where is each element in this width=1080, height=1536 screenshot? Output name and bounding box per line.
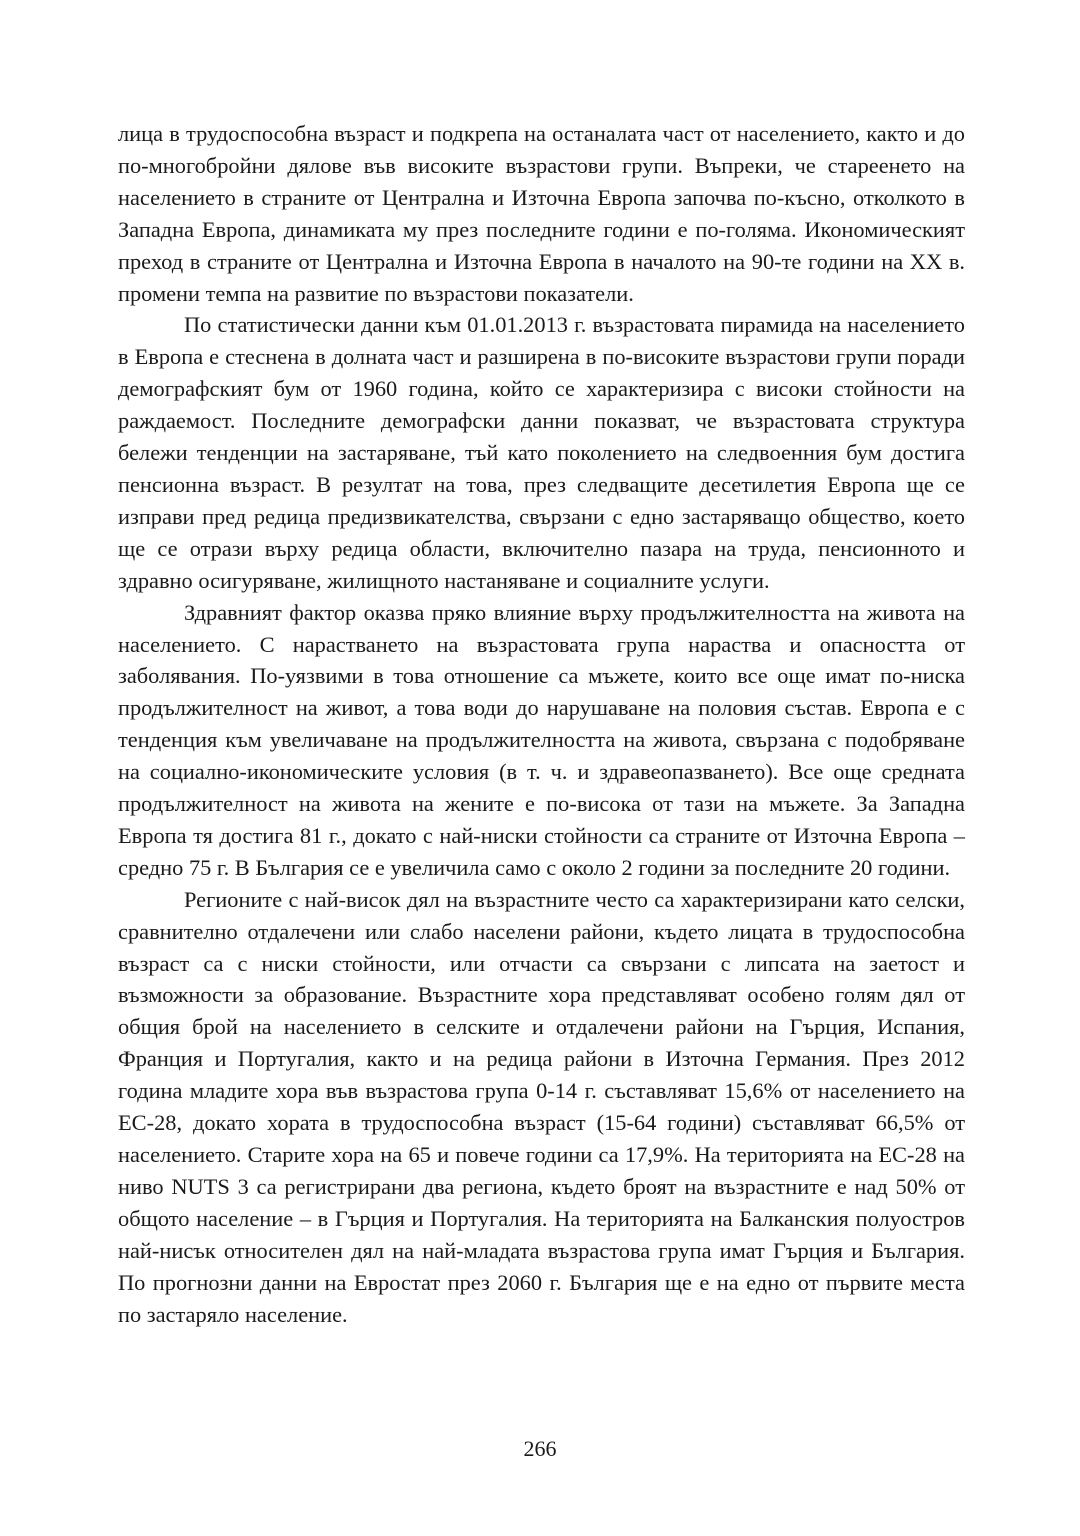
paragraph-2: По статистически данни към 01.01.2013 г. възрастовата пирамида на населението в Европа е стеснена в долната част и разширена в по-високите възрастови групи поради демографският бум от 1960 година, който се характеризира с високи стойности на раждаемост. Последните демографски данни показват, че възрастовата структура бележи тенденции на застаряване, тъй като поколението на следвоенния бум достига пенсионна възраст. В резултат на това, през следващите десетилетия Европа ще се изправи пред редица предизвикателства, свързани с едно застаряващо общество, което ще се отрази върху редица области, включително пазара на труда, пенсионното и здравно осигуряване, жилищното настаняване и социалните услуги. [118,312,965,593]
paragraph-3: Здравният фактор оказва пряко влияние върху продължителността на живота на населението. С нарастването на възрастовата група нараства и опасността от заболявания. По-уязвими в това отношение са мъжете, които все още имат по-ниска продължителност на живот, а това води до нарушаване на половия състав. Европа е с тенденция към увеличаване на продължителността на живота, свързана с подобряване на социално-икономическите условия (в т. ч. и здравеопазването). Все още средната продължителност на живота на жените е по-висока от тази на мъжете. За Западна Европа тя достига 81 г., докато с най-ниски стойности са страните от Източна Европа – средно 75 г. В България се е увеличила само с около 2 години за последните 20 години. [118,599,965,880]
paragraph-4: Регионите с най-висок дял на възрастните често са характеризирани като селски, сравнително отдалечени или слабо населени райони, където лицата в трудоспособна възраст са с ниски стойности, или отчасти са свързани с липсата на заетост и възможности за образование. Възрастните хора представляват особено голям дял от общия брой на населението в селските и отдалечени райони на Гърция, Испания, Франция и Португалия, както и на редица райони в Източна Германия. През 2012 година младите хора във възрастова група 0-14 г. съставляват 15,6% от населението на ЕС-28, докато хората в трудоспособна възраст (15-64 години) съставляват 66,5% от населението. Старите хора на 65 и повече години са 17,9%. На територията на ЕС-28 на ниво NUTS 3 са регистрирани два региона, където броят на възрастните е над 50% от общото население – в Гърция и Португалия. На територията на Балканския полуостров най-нисък относителен дял на най-младата възрастова група имат Гърция и България. По прогнозни данни на Евростат през 2060 г. България ще е на едно от първите места по застаряло население. [118,886,965,1327]
paragraph-1-continuation: лица в трудоспособна възраст и подкрепа на останалата част от населението, както и до по-многобройни дялове във високите възрастови групи. Въпреки, че стареенето на населението в страните от Централна и Източна Европа започва по-късно, отколкото в Западна Европа, динамиката му през последните години е по-голяма. Икономическият преход в страните от Централна и Източна Европа в началото на 90-те години на ХХ в. промени темпа на развитие по възрастови показатели. [118,121,965,306]
page-number: 266 [523,1436,557,1461]
document-body [118,118,965,1330]
